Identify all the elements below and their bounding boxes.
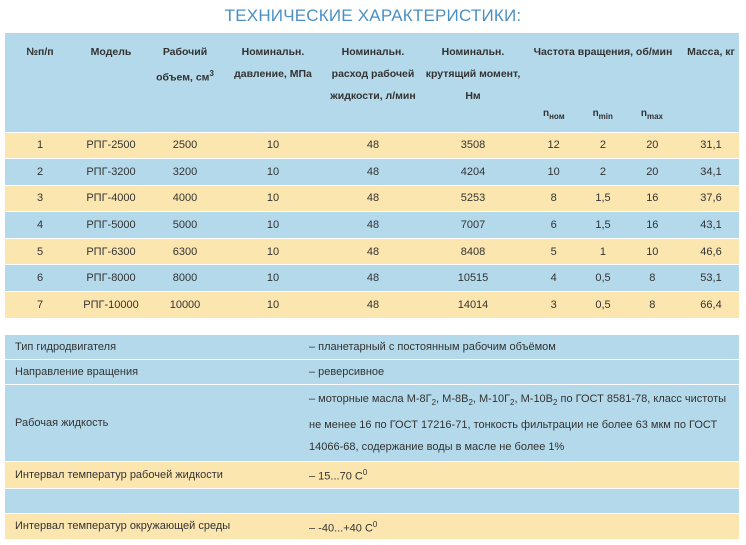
fluid-temp-text: – 15...70 С bbox=[309, 470, 363, 483]
cell-model: РПГ-4000 bbox=[75, 185, 147, 212]
cell-flow: 48 bbox=[323, 292, 423, 318]
header-mass: Масса, кг bbox=[683, 33, 739, 132]
cell-nmax: 16 bbox=[646, 219, 659, 232]
specs-table bbox=[5, 33, 739, 318]
subheader-n-min bbox=[593, 103, 613, 128]
spec-value bbox=[301, 488, 739, 513]
cell-flow: 48 bbox=[323, 238, 423, 265]
cell-mass: 34,1 bbox=[683, 159, 739, 186]
cell-torque: 14014 bbox=[423, 292, 523, 318]
cell-volume: 4000 bbox=[147, 185, 223, 212]
table-row bbox=[5, 159, 739, 186]
subheader-n-nom bbox=[543, 103, 565, 128]
cell-nmax: 16 bbox=[646, 192, 659, 205]
cell-torque: 4204 bbox=[423, 159, 523, 186]
cell-nmax: 8 bbox=[649, 272, 656, 285]
cell-num: 4 bbox=[5, 212, 75, 239]
degree-sup: 0 bbox=[362, 468, 368, 477]
header-frequency-text: Частота вращения, об/мин bbox=[533, 46, 673, 58]
table-row bbox=[5, 265, 739, 292]
cell-nmin: 0,5 bbox=[595, 272, 611, 285]
cell-flow: 48 bbox=[323, 159, 423, 186]
fluid-text: , М-10Г bbox=[472, 392, 511, 405]
header-model: Модель bbox=[75, 33, 147, 132]
header-volume bbox=[147, 33, 223, 132]
cell-mass: 31,1 bbox=[683, 132, 739, 159]
spec-label: Интервал температур окружающей среды bbox=[5, 513, 301, 539]
spec-label: Тип гидродвигателя bbox=[5, 335, 301, 360]
cell-mass: 53,1 bbox=[683, 265, 739, 292]
general-specs-table bbox=[5, 334, 739, 539]
cell-frequency bbox=[523, 292, 683, 318]
spec-row-type bbox=[5, 335, 739, 360]
cell-mass: 46,6 bbox=[683, 238, 739, 265]
cell-nmax: 20 bbox=[646, 139, 659, 152]
n-label: n bbox=[592, 107, 599, 119]
table-row bbox=[5, 292, 739, 318]
cell-frequency bbox=[523, 132, 683, 159]
cell-nmin: 2 bbox=[599, 139, 607, 152]
cell-model: РПГ-6300 bbox=[75, 238, 147, 265]
page-title: ТЕХНИЧЕСКИЕ ХАРАКТЕРИСТИКИ: bbox=[224, 6, 522, 25]
cell-volume: 10000 bbox=[147, 292, 223, 318]
cell-nnom: 8 bbox=[550, 192, 557, 205]
spec-value: – реверсивное bbox=[301, 360, 739, 385]
header-volume-text: Рабочий объем, см bbox=[156, 46, 210, 84]
ambient-temp-text: – -40...+40 С bbox=[309, 522, 373, 535]
table-row bbox=[5, 132, 739, 159]
fluid-sub: 2 bbox=[431, 398, 437, 408]
cell-pressure: 10 bbox=[223, 238, 323, 265]
cell-frequency bbox=[523, 238, 683, 265]
fluid-text: , М-8В bbox=[436, 392, 469, 405]
fluid-sub: 2 bbox=[553, 398, 558, 408]
cell-pressure: 10 bbox=[223, 212, 323, 239]
cell-num: 6 bbox=[5, 265, 75, 292]
spec-label: Направление вращения bbox=[5, 360, 301, 385]
spec-value bbox=[301, 385, 739, 462]
cell-pressure: 10 bbox=[223, 265, 323, 292]
cell-mass: 66,4 bbox=[683, 292, 739, 318]
header-volume-sup: 3 bbox=[209, 69, 214, 78]
cell-pressure: 10 bbox=[223, 159, 323, 186]
spec-value bbox=[301, 462, 739, 489]
frequency-subheaders bbox=[523, 103, 683, 128]
cell-model: РПГ-2500 bbox=[75, 132, 147, 159]
cell-nnom: 10 bbox=[547, 165, 560, 178]
cell-nmin: 1,5 bbox=[595, 219, 611, 232]
cell-nnom: 12 bbox=[547, 139, 560, 152]
cell-frequency bbox=[523, 212, 683, 239]
cell-nmin: 2 bbox=[599, 165, 607, 178]
cell-num: 3 bbox=[5, 185, 75, 212]
cell-model: РПГ-10000 bbox=[75, 292, 147, 318]
cell-torque: 3508 bbox=[423, 132, 523, 159]
cell-pressure: 10 bbox=[223, 185, 323, 212]
spec-row-direction bbox=[5, 360, 739, 385]
header-pressure: Номинальн. давление, МПа bbox=[223, 33, 323, 132]
cell-flow: 48 bbox=[323, 132, 423, 159]
cell-volume: 3200 bbox=[147, 159, 223, 186]
header-flow: Номинальн. расход рабочей жидкости, л/мин bbox=[323, 33, 423, 132]
fluid-text: по ГОСТ 8581-78, класс чистоты не менее 16 по ГОСТ 17216-71, тонкость фильтрации не более 63 мкм по ГОСТ 14066-68, содержание воды в масле не более 1% bbox=[309, 392, 727, 454]
table-row bbox=[5, 212, 739, 239]
subheader-n-max bbox=[641, 103, 663, 128]
table-row bbox=[5, 185, 739, 212]
cell-torque: 10515 bbox=[423, 265, 523, 292]
cell-nmax: 10 bbox=[646, 245, 659, 258]
spec-label: Интервал температур рабочей жидкости bbox=[5, 462, 301, 489]
fluid-sub: 2 bbox=[468, 398, 473, 408]
cell-nnom: 4 bbox=[550, 272, 557, 285]
cell-nnom: 3 bbox=[550, 298, 557, 311]
cell-num: 1 bbox=[5, 132, 75, 159]
degree-sup: 0 bbox=[372, 519, 378, 529]
fluid-text: – моторные масла М-8Г bbox=[309, 392, 432, 405]
cell-flow: 48 bbox=[323, 212, 423, 239]
cell-nmin: 0,5 bbox=[595, 298, 611, 311]
cell-volume: 8000 bbox=[147, 265, 223, 292]
spec-label: Рабочая жидкость bbox=[5, 385, 301, 462]
spec-row-fluid bbox=[5, 385, 739, 462]
n-max-sub: max bbox=[646, 111, 663, 121]
cell-nmax: 20 bbox=[646, 165, 659, 178]
cell-nnom: 5 bbox=[550, 245, 557, 258]
spec-row-empty bbox=[5, 488, 739, 513]
cell-num: 5 bbox=[5, 238, 75, 265]
cell-model: РПГ-8000 bbox=[75, 265, 147, 292]
cell-flow: 48 bbox=[323, 185, 423, 212]
n-label: n bbox=[640, 107, 647, 119]
cell-nmin: 1 bbox=[599, 245, 607, 258]
cell-nmin: 1,5 bbox=[595, 192, 611, 205]
header-torque: Номинальн. крутящий момент, Нм bbox=[423, 33, 523, 132]
cell-frequency bbox=[523, 265, 683, 292]
header-num: №п/п bbox=[5, 33, 75, 132]
n-min-sub: min bbox=[598, 111, 613, 121]
cell-nmax: 8 bbox=[649, 298, 656, 311]
spec-row-ambient-temp bbox=[5, 513, 739, 539]
cell-torque: 8408 bbox=[423, 238, 523, 265]
table-row bbox=[5, 238, 739, 265]
cell-num: 7 bbox=[5, 292, 75, 318]
spec-label bbox=[5, 488, 301, 513]
spec-value: – планетарный с постоянным рабочим объёмом bbox=[301, 335, 739, 360]
cell-model: РПГ-3200 bbox=[75, 159, 147, 186]
cell-torque: 7007 bbox=[423, 212, 523, 239]
cell-mass: 43,1 bbox=[683, 212, 739, 239]
cell-pressure: 10 bbox=[223, 132, 323, 159]
cell-volume: 6300 bbox=[147, 238, 223, 265]
n-label: n bbox=[542, 107, 550, 119]
cell-flow: 48 bbox=[323, 265, 423, 292]
cell-volume: 2500 bbox=[147, 132, 223, 159]
cell-num: 2 bbox=[5, 159, 75, 186]
cell-volume: 5000 bbox=[147, 212, 223, 239]
cell-frequency bbox=[523, 185, 683, 212]
cell-nnom: 6 bbox=[550, 219, 557, 232]
spec-row-fluid-temp bbox=[5, 462, 739, 489]
cell-pressure: 10 bbox=[223, 292, 323, 318]
cell-mass: 37,6 bbox=[683, 185, 739, 212]
spec-value bbox=[301, 513, 739, 539]
n-nom-sub: ном bbox=[549, 111, 565, 121]
cell-torque: 5253 bbox=[423, 185, 523, 212]
fluid-sub: 2 bbox=[510, 398, 515, 408]
fluid-text: , М-10В bbox=[514, 392, 554, 405]
cell-model: РПГ-5000 bbox=[75, 212, 147, 239]
table-header-row bbox=[5, 33, 739, 132]
cell-frequency bbox=[523, 159, 683, 186]
header-frequency bbox=[523, 33, 683, 132]
